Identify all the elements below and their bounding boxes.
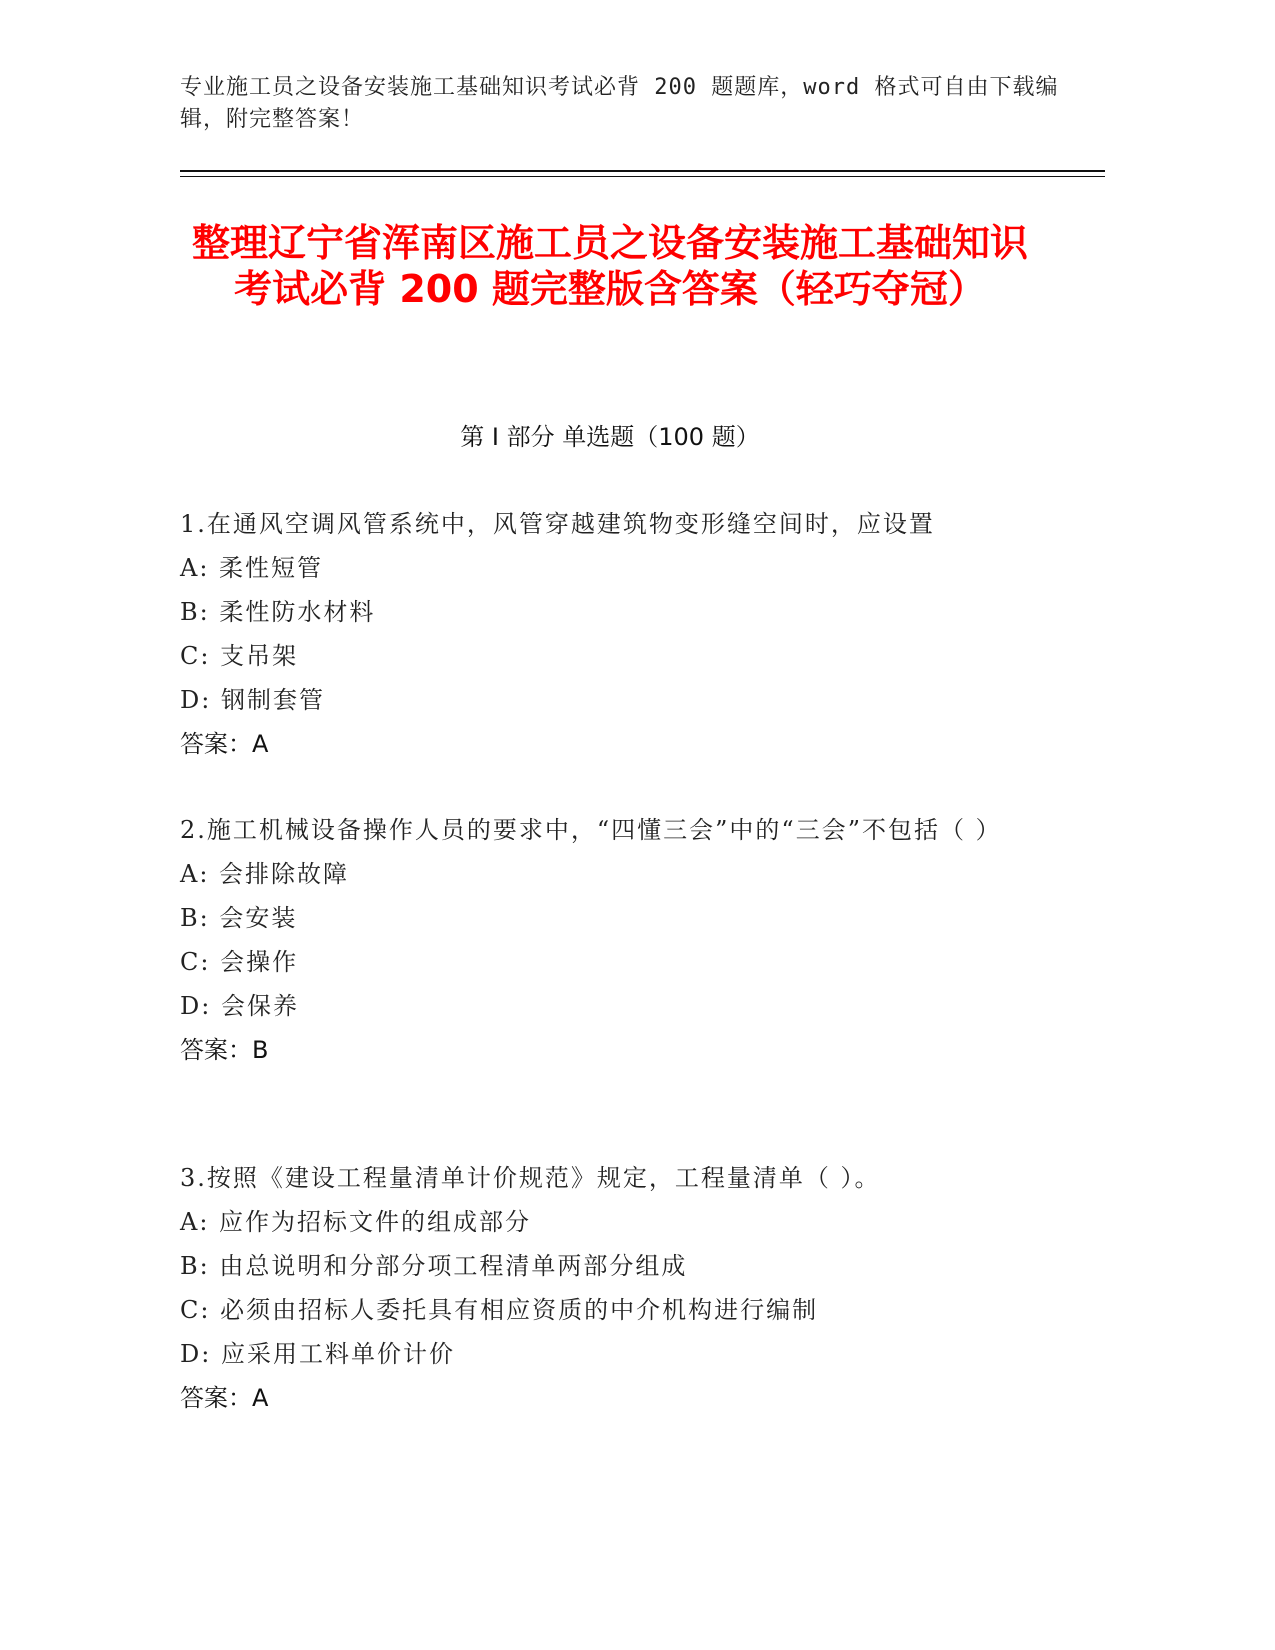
option-b: B: 会安装 (180, 904, 298, 932)
question-1 (180, 502, 1040, 766)
option-a: A: 会排除故障 (180, 860, 350, 888)
answer: 答案：B (180, 1036, 269, 1064)
question-2 (180, 808, 1040, 1072)
question-stem: 2.施工机械设备操作人员的要求中，“四懂三会”中的“三会”不包括（ ） (180, 816, 1002, 844)
option-d: D: 会保养 (180, 992, 299, 1020)
option-b: B: 柔性防水材料 (180, 598, 376, 626)
option-c: C: 必须由招标人委托具有相应资质的中介机构进行编制 (180, 1296, 819, 1324)
question-stem: 3.按照《建设工程量清单计价规范》规定，工程量清单（ ）。 (180, 1164, 881, 1192)
option-c: C: 支吊架 (180, 642, 299, 670)
section-title: 第 I 部分 单选题（100 题） (460, 423, 760, 451)
header-divider-thin (180, 176, 1105, 177)
document-title: 整理辽宁省浑南区施工员之设备安装施工基础知识考试必背 200 题完整版含答案（轻巧夺冠） (191, 221, 1028, 311)
header-note: 专业施工员之设备安装施工基础知识考试必背 200 题题库，word 格式可自由下载编辑，附完整答案！ (180, 75, 1059, 132)
option-d: D: 钢制套管 (180, 686, 325, 714)
option-a: A: 应作为招标文件的组成部分 (180, 1208, 532, 1236)
option-a: A: 柔性短管 (180, 554, 324, 582)
option-c: C: 会操作 (180, 948, 299, 976)
option-d: D: 应采用工料单价计价 (180, 1340, 455, 1368)
answer: 答案：A (180, 1384, 269, 1412)
question-3 (180, 1156, 1040, 1420)
answer: 答案：A (180, 730, 269, 758)
option-b: B: 由总说明和分部分项工程清单两部分组成 (180, 1252, 688, 1280)
question-stem: 1.在通风空调风管系统中，风管穿越建筑物变形缝空间时，应设置 (180, 510, 935, 538)
header-divider-thick (180, 170, 1105, 172)
